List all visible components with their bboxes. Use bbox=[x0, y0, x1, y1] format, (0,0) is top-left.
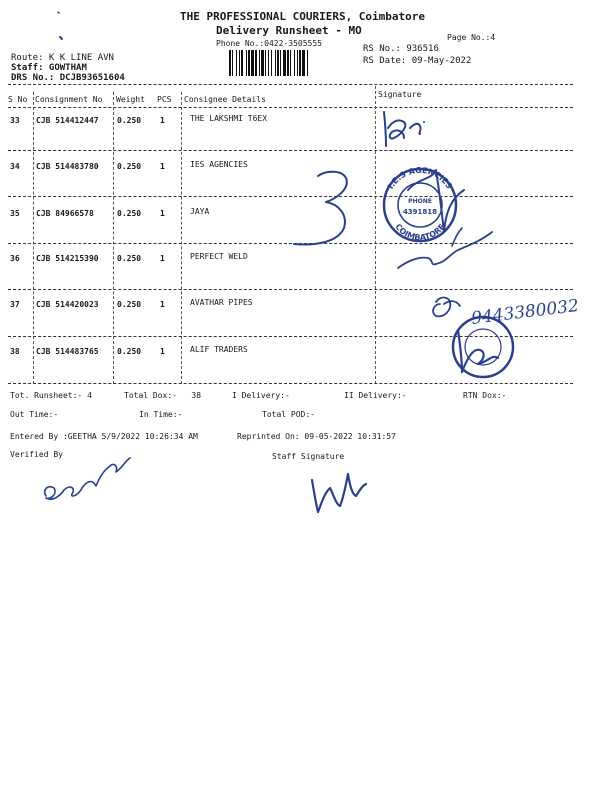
row-pcs: 1 bbox=[160, 162, 165, 171]
signature-row-33 bbox=[384, 112, 425, 146]
entered-by: Entered By :GEETHA 5/9/2022 10:26:34 AM bbox=[10, 432, 198, 441]
row-weight: 0.250 bbox=[117, 116, 142, 125]
row-sno: 37 bbox=[10, 300, 20, 309]
drs-number: DRS No.: DCJB93651604 bbox=[11, 73, 125, 83]
row-consignment: CJB 514420023 bbox=[36, 300, 99, 309]
route-label: Route: K K LINE AVN bbox=[11, 53, 114, 63]
reprinted-on: Reprinted On: 09-05-2022 10:31:57 bbox=[237, 432, 396, 441]
svg-text:COIMBATORE bbox=[393, 222, 446, 242]
stamp-bottom-text: COIMBATORE bbox=[393, 222, 447, 243]
staff-label: Staff: GOWTHAM bbox=[11, 63, 87, 73]
ii-delivery: II Delivery:- bbox=[344, 391, 407, 400]
row-sno: 38 bbox=[10, 347, 20, 356]
column-header-weight: Weight bbox=[116, 95, 145, 104]
row-weight: 0.250 bbox=[117, 162, 142, 171]
row-consignee: JAYA bbox=[190, 207, 210, 216]
out-time: Out Time:- bbox=[10, 410, 59, 419]
row-consignment: CJB 84966578 bbox=[36, 209, 94, 218]
column-header-consignee: Consignee Details bbox=[184, 95, 266, 104]
in-time: In Time:- bbox=[139, 410, 183, 419]
stamp-phone-number: 4391818 bbox=[402, 208, 438, 216]
i-delivery: I Delivery:- bbox=[232, 391, 290, 400]
handwritten-three-mark bbox=[294, 172, 347, 245]
row-pcs: 1 bbox=[160, 347, 165, 356]
row-sno: 36 bbox=[10, 254, 20, 263]
row-sno: 33 bbox=[10, 116, 20, 125]
staff-signature bbox=[312, 474, 366, 512]
row-pcs: 1 bbox=[160, 209, 165, 218]
phone-number: Phone No.:0422-3505555 bbox=[216, 39, 322, 48]
document-title: Delivery Runsheet - MO bbox=[216, 24, 362, 37]
row-pcs: 1 bbox=[160, 300, 165, 309]
row-weight: 0.250 bbox=[117, 347, 142, 356]
column-header-signature: Signature bbox=[378, 90, 422, 99]
row-consignee: THE LAKSHMI T6EX bbox=[190, 114, 268, 123]
column-header-sno: S No bbox=[8, 95, 28, 104]
row-pcs: 1 bbox=[160, 116, 165, 125]
pen-dot bbox=[58, 12, 59, 13]
tot-runsheet: Tot. Runsheet:- 4 bbox=[10, 391, 92, 400]
ies-agencies-stamp bbox=[384, 166, 464, 242]
staff-signature-label: Staff Signature bbox=[272, 452, 345, 461]
row-weight: 0.250 bbox=[117, 209, 142, 218]
row-consignee: AVATHAR PIPES bbox=[190, 298, 253, 307]
row-consignment: CJB 514412447 bbox=[36, 116, 99, 125]
verified-by-signature bbox=[45, 458, 130, 499]
row-consignee: ALIF TRADERS bbox=[190, 345, 248, 354]
company-name: THE PROFESSIONAL COURIERS, Coimbatore bbox=[180, 10, 426, 23]
column-header-pcs: PCS bbox=[157, 95, 172, 104]
rs-date: RS Date: 09-May-2022 bbox=[363, 56, 472, 66]
verified-by-label: Verified By bbox=[10, 450, 63, 459]
row-weight: 0.250 bbox=[117, 300, 142, 309]
row-consignee: PERFECT WELD bbox=[190, 252, 248, 261]
row-consignment: CJB 514483765 bbox=[36, 347, 99, 356]
row-consignee: IES AGENCIES bbox=[190, 160, 248, 169]
rtn-dox: RTN Dox:- bbox=[463, 391, 507, 400]
total-pod: Total POD:- bbox=[262, 410, 315, 419]
column-header-consignment: Consignment No bbox=[35, 95, 103, 104]
svg-text:I.E.S AGENCIES bbox=[386, 166, 454, 191]
row-consignment: CJB 514215390 bbox=[36, 254, 99, 263]
handwritten-phone-note: 9443380032 bbox=[470, 295, 580, 329]
total-dox: Total Dox:- 38 bbox=[124, 391, 202, 400]
row-sno: 34 bbox=[10, 162, 20, 171]
stamp-top-text: I.E.S AGENCIES bbox=[385, 165, 454, 191]
pen-dot bbox=[60, 37, 62, 39]
row-consignment: CJB 514483780 bbox=[36, 162, 99, 171]
rs-number: RS No.: 936516 bbox=[363, 44, 439, 54]
row-sno: 35 bbox=[10, 209, 20, 218]
row-pcs: 1 bbox=[160, 254, 165, 263]
signature-row-37 bbox=[433, 298, 460, 317]
stamp-phone-label: PHONE bbox=[408, 198, 432, 205]
page-number: Page No.:4 bbox=[447, 33, 496, 42]
row-weight: 0.250 bbox=[117, 254, 142, 263]
